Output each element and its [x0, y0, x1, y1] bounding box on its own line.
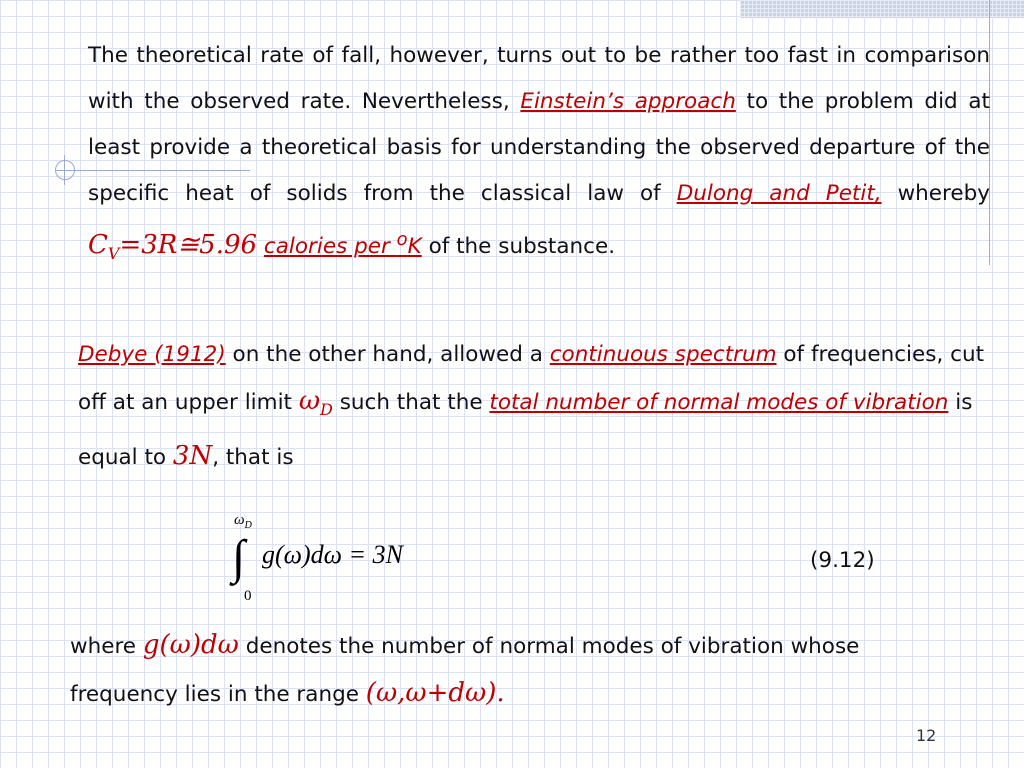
text: is equal to [78, 390, 973, 471]
formula-cv: $C_V=3R≅5.96$ [88, 230, 258, 264]
symbol-omega-d: $\omega_D$ [298, 386, 333, 420]
highlight-normal-modes: total number of normal modes of vibration [489, 390, 949, 415]
paragraph-debye [78, 331, 988, 481]
highlight-einstein-approach: Einstein’s approach [520, 89, 736, 114]
text: of the substance. [421, 234, 616, 260]
text: of frequencies, cut off at an upper limit [78, 342, 984, 415]
text: denotes the number of normal modes of vibration whose frequency lies in the range [70, 634, 860, 707]
integral-lower-limit: 0 [244, 588, 252, 604]
text: on the other hand, allowed a [225, 342, 550, 367]
paragraph-einstein [88, 33, 990, 277]
integral-upper-limit: $\omega_D$ [234, 512, 252, 531]
page-number: 12 [916, 726, 937, 745]
symbol-range: (ω,ω+dω). [365, 678, 505, 708]
highlight-continuous-spectrum: continuous spectrum [549, 342, 777, 367]
text: to the problem did at least provide a theoretical basis for understanding the observed departure of the specific heat of solids from the classical law of [88, 89, 990, 206]
symbol-g-omega: g(ω)dω [142, 630, 239, 660]
top-decorative-band [740, 0, 1024, 18]
text: where [70, 634, 143, 659]
highlight-dulong-petit: Dulong and Petit, [676, 181, 882, 206]
equation-9-12 [232, 510, 472, 610]
equation-number: (9.12) [810, 548, 875, 573]
paragraph-where [70, 622, 970, 718]
crosshair-icon [55, 160, 75, 180]
text: The theoretical rate of fall, however, turns out to be rather too fast in comparison with the observed rate. Nevertheless, [88, 43, 990, 114]
text: whereby [881, 181, 990, 206]
highlight-calories: calories per $^o$K [263, 229, 422, 260]
text: , that is [212, 445, 294, 471]
text: such that the [332, 390, 490, 415]
integral-sign: ∫ [232, 531, 246, 584]
symbol-3n: 3N [172, 441, 213, 472]
highlight-debye: Debye (1912) [78, 342, 226, 367]
integral-body: g(ω)dω = 3N [262, 540, 403, 569]
